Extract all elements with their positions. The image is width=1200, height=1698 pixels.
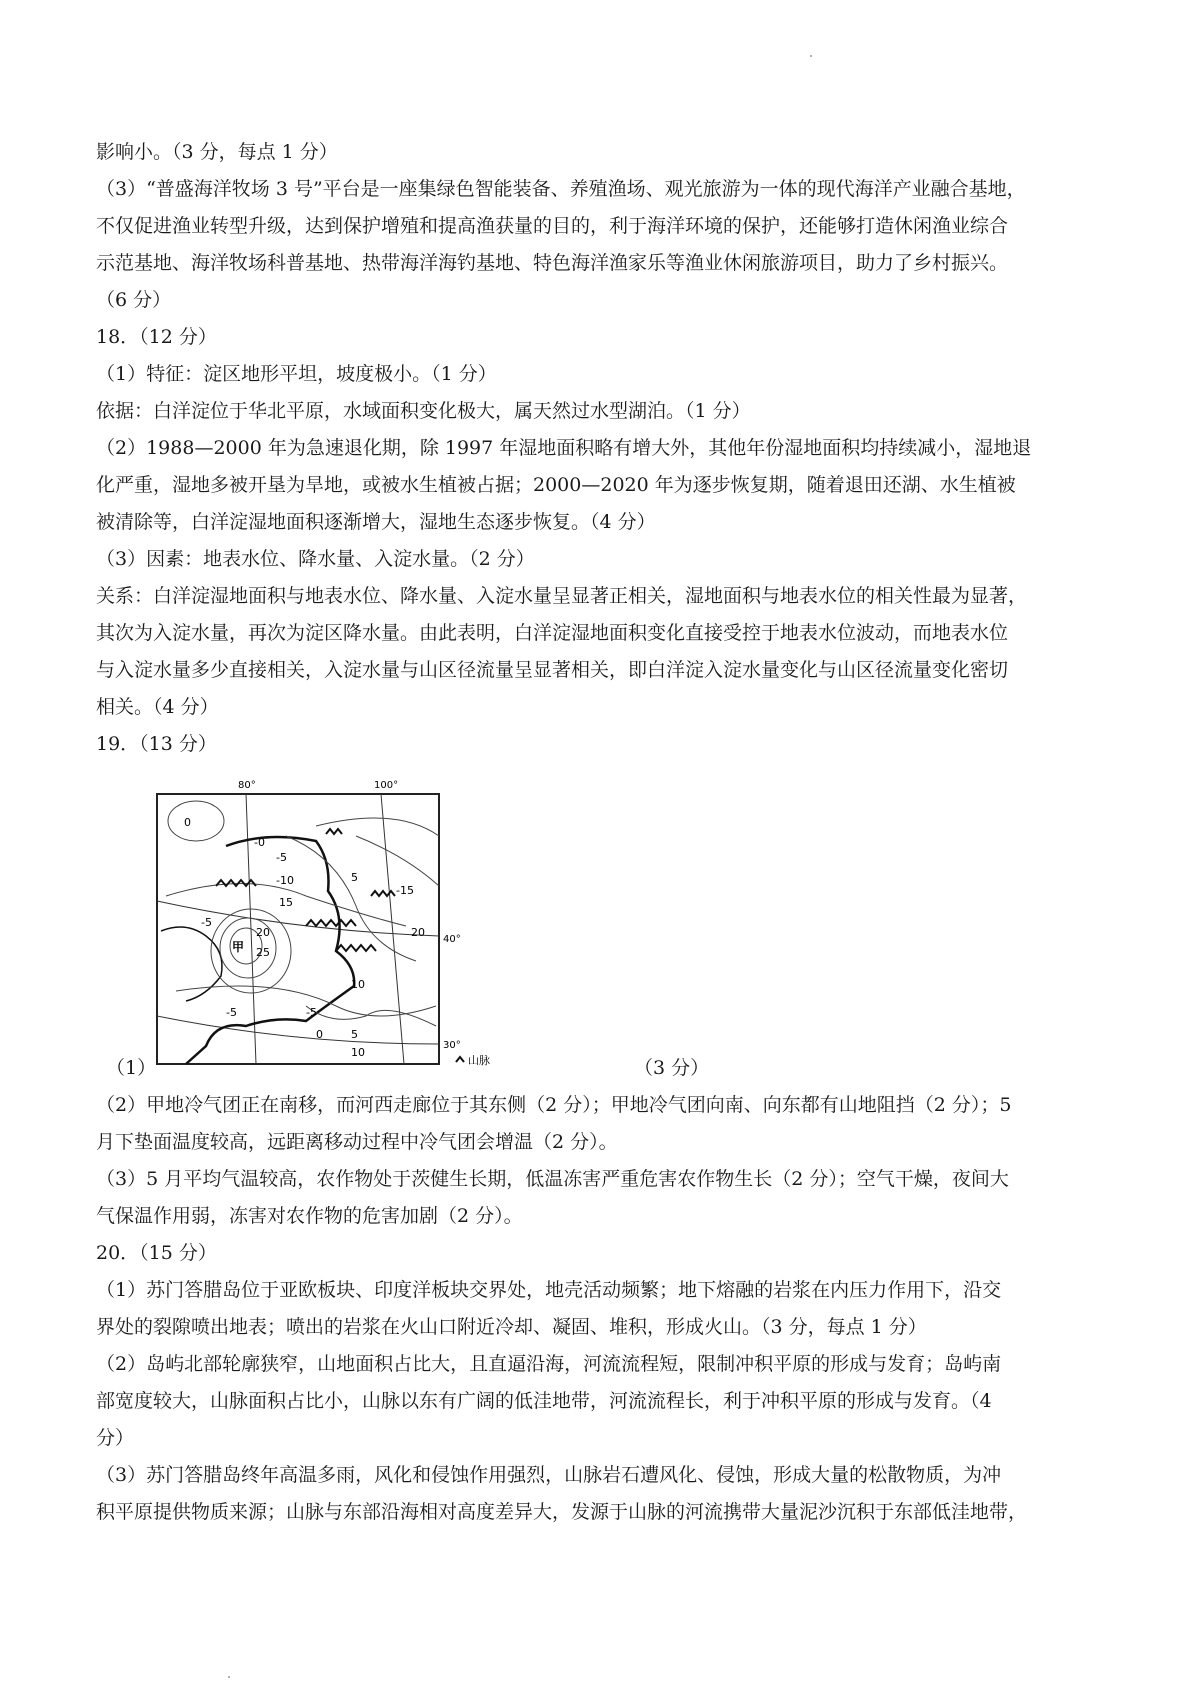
isotherm-label: -5 [276,851,287,864]
isotherm-label: -5 [306,1006,317,1019]
text-line: 示范基地、海洋牧场科普基地、热带海洋海钓基地、特色海洋渔家乐等渔业休闲旅游项目，助力了乡村振兴。 [96,252,1009,274]
isotherm-label: 5 [351,1028,358,1041]
lat-label: 30° [443,1040,461,1051]
text-line: （3）“普盛海洋牧场 3 号”平台是一座集绿色智能装备、养殖渔场、观光旅游为一体的现代海洋产业融合基地， [96,178,1026,200]
isotherm-label: 20 [411,926,425,939]
text-line: 其次为入淀水量，再次为淀区降水量。由此表明，白洋淀湿地面积变化直接受控于地表水位波动，而地表水位 [96,622,1009,644]
text-line: 积平原提供物质来源；山脉与东部沿海相对高度差异大，发源于山脉的河流携带大量泥沙沉积于东部低洼地带， [96,1501,1028,1523]
isotherm-label: -5 [226,1006,237,1019]
legend-label: 山脉 [468,1054,490,1067]
text-line: （2）甲地冷气团正在南移，而河西走廊位于其东侧（2 分）；甲地冷气团向南、向东都有山地阻挡（2 分）；5 [96,1094,1012,1116]
text-line: 相关。（4 分） [96,696,219,718]
isotherm-map [156,776,626,1082]
scan-speck [228,1676,230,1678]
lon-label: 80° [238,780,256,791]
text-line: 与入淀水量多少直接相关，入淀水量与山区径流量呈显著相关，即白洋淀入淀水量变化与山区径流量变化密切 [96,659,1009,681]
isotherm-label: -10 [276,874,294,887]
text-line: （2）1988—2000 年为急速退化期，除 1997 年湿地面积略有增大外，其他年份湿地面积均持续减小，湿地退 [96,437,1032,459]
isotherm-label: -15 [396,884,414,897]
text-line: 化严重，湿地多被开垦为旱地，或被水生植被占据；2000—2020 年为逐步恢复期，随着退田还湖、水生植被 [96,474,1016,496]
isotherm-label: 10 [351,1046,365,1059]
isotherm-label: 20 [256,926,270,939]
answer-text-top [96,134,1120,763]
text-line: （6 分） [96,289,172,311]
text-line: （3）因素：地表水位、降水量、入淀水量。（2 分） [96,548,535,570]
figure-label: （1） [106,1057,157,1079]
text-line: （2）岛屿北部轮廓狭窄，山地面积占比大，且直逼沿海，河流流程短，限制冲积平原的形成与发育；岛屿南 [96,1353,1002,1375]
figure-score: （3 分） [634,1057,710,1079]
text-line: 被清除等，白洋淀湿地面积逐渐增大，湿地生态逐步恢复。（4 分） [96,511,656,533]
figure-row [96,776,1120,1082]
mountain-legend-icon [456,1057,464,1062]
text-line: （3）5 月平均气温较高，农作物处于茨健生长期，低温冻害严重危害农作物生长（2 分）；空气干燥，夜间大 [96,1168,1009,1190]
isotherm-label: 15 [279,896,293,909]
text-line: （1）特征：淀区地形平坦，坡度极小。（1 分） [96,363,497,385]
isotherm-label: 25 [256,946,270,959]
text-line: 月下垫面温度较高，远距离移动过程中冷气团会增温（2 分）。 [96,1131,618,1153]
isotherm-label: 0 [184,816,191,829]
question-heading: 18．（12 分） [96,326,217,348]
text-line: 不仅促进渔业转型升级，达到保护增殖和提高渔获量的目的，利于海洋环境的保护，还能够打造休闲渔业综合 [96,215,1009,237]
text-line: （1）苏门答腊岛位于亚欧板块、印度洋板块交界处，地壳活动频繁；地下熔融的岩浆在内压力作用下，沿交 [96,1279,1002,1301]
scan-speck [810,55,812,57]
isotherm-label: 10 [351,978,365,991]
text-line: 界处的裂隙喷出地表；喷出的岩浆在火山口附近冷却、凝固、堆积，形成火山。（3 分，每点 1 分） [96,1316,927,1338]
text-line: 气保温作用弱，冻害对农作物的危害加剧（2 分）。 [96,1205,523,1227]
text-line: 依据：白洋淀位于华北平原，水域面积变化极大，属天然过水型湖泊。（1 分） [96,400,751,422]
isotherm-label: 5 [351,871,358,884]
lat-label: 40° [443,934,461,945]
text-line: 关系：白洋淀湿地面积与地表水位、降水量、入淀水量呈显著正相关，湿地面积与地表水位的相关性最为显著， [96,585,1028,607]
question-heading: 20．（15 分） [96,1242,217,1264]
question-heading: 19．（13 分） [96,733,217,755]
text-line: 影响小。（3 分，每点 1 分） [96,141,338,163]
point-label-jia: 甲 [232,940,245,954]
answer-text-bottom [96,1087,1120,1531]
text-line: 分） [96,1427,135,1449]
isotherm-map-svg [156,776,626,1082]
text-line: 部宽度较大，山脉面积占比小，山脉以东有广阔的低洼地带，河流流程长，利于冲积平原的形成与发育。（4 [96,1390,992,1412]
isotherm-label: 0 [316,1028,323,1041]
text-line: （3）苏门答腊岛终年高温多雨，风化和侵蚀作用强烈，山脉岩石遭风化、侵蚀，形成大量的松散物质，为冲 [96,1464,1002,1486]
isotherm-label: -0 [254,836,265,849]
lon-label: 100° [374,780,399,791]
isotherm-label: -5 [201,916,212,929]
